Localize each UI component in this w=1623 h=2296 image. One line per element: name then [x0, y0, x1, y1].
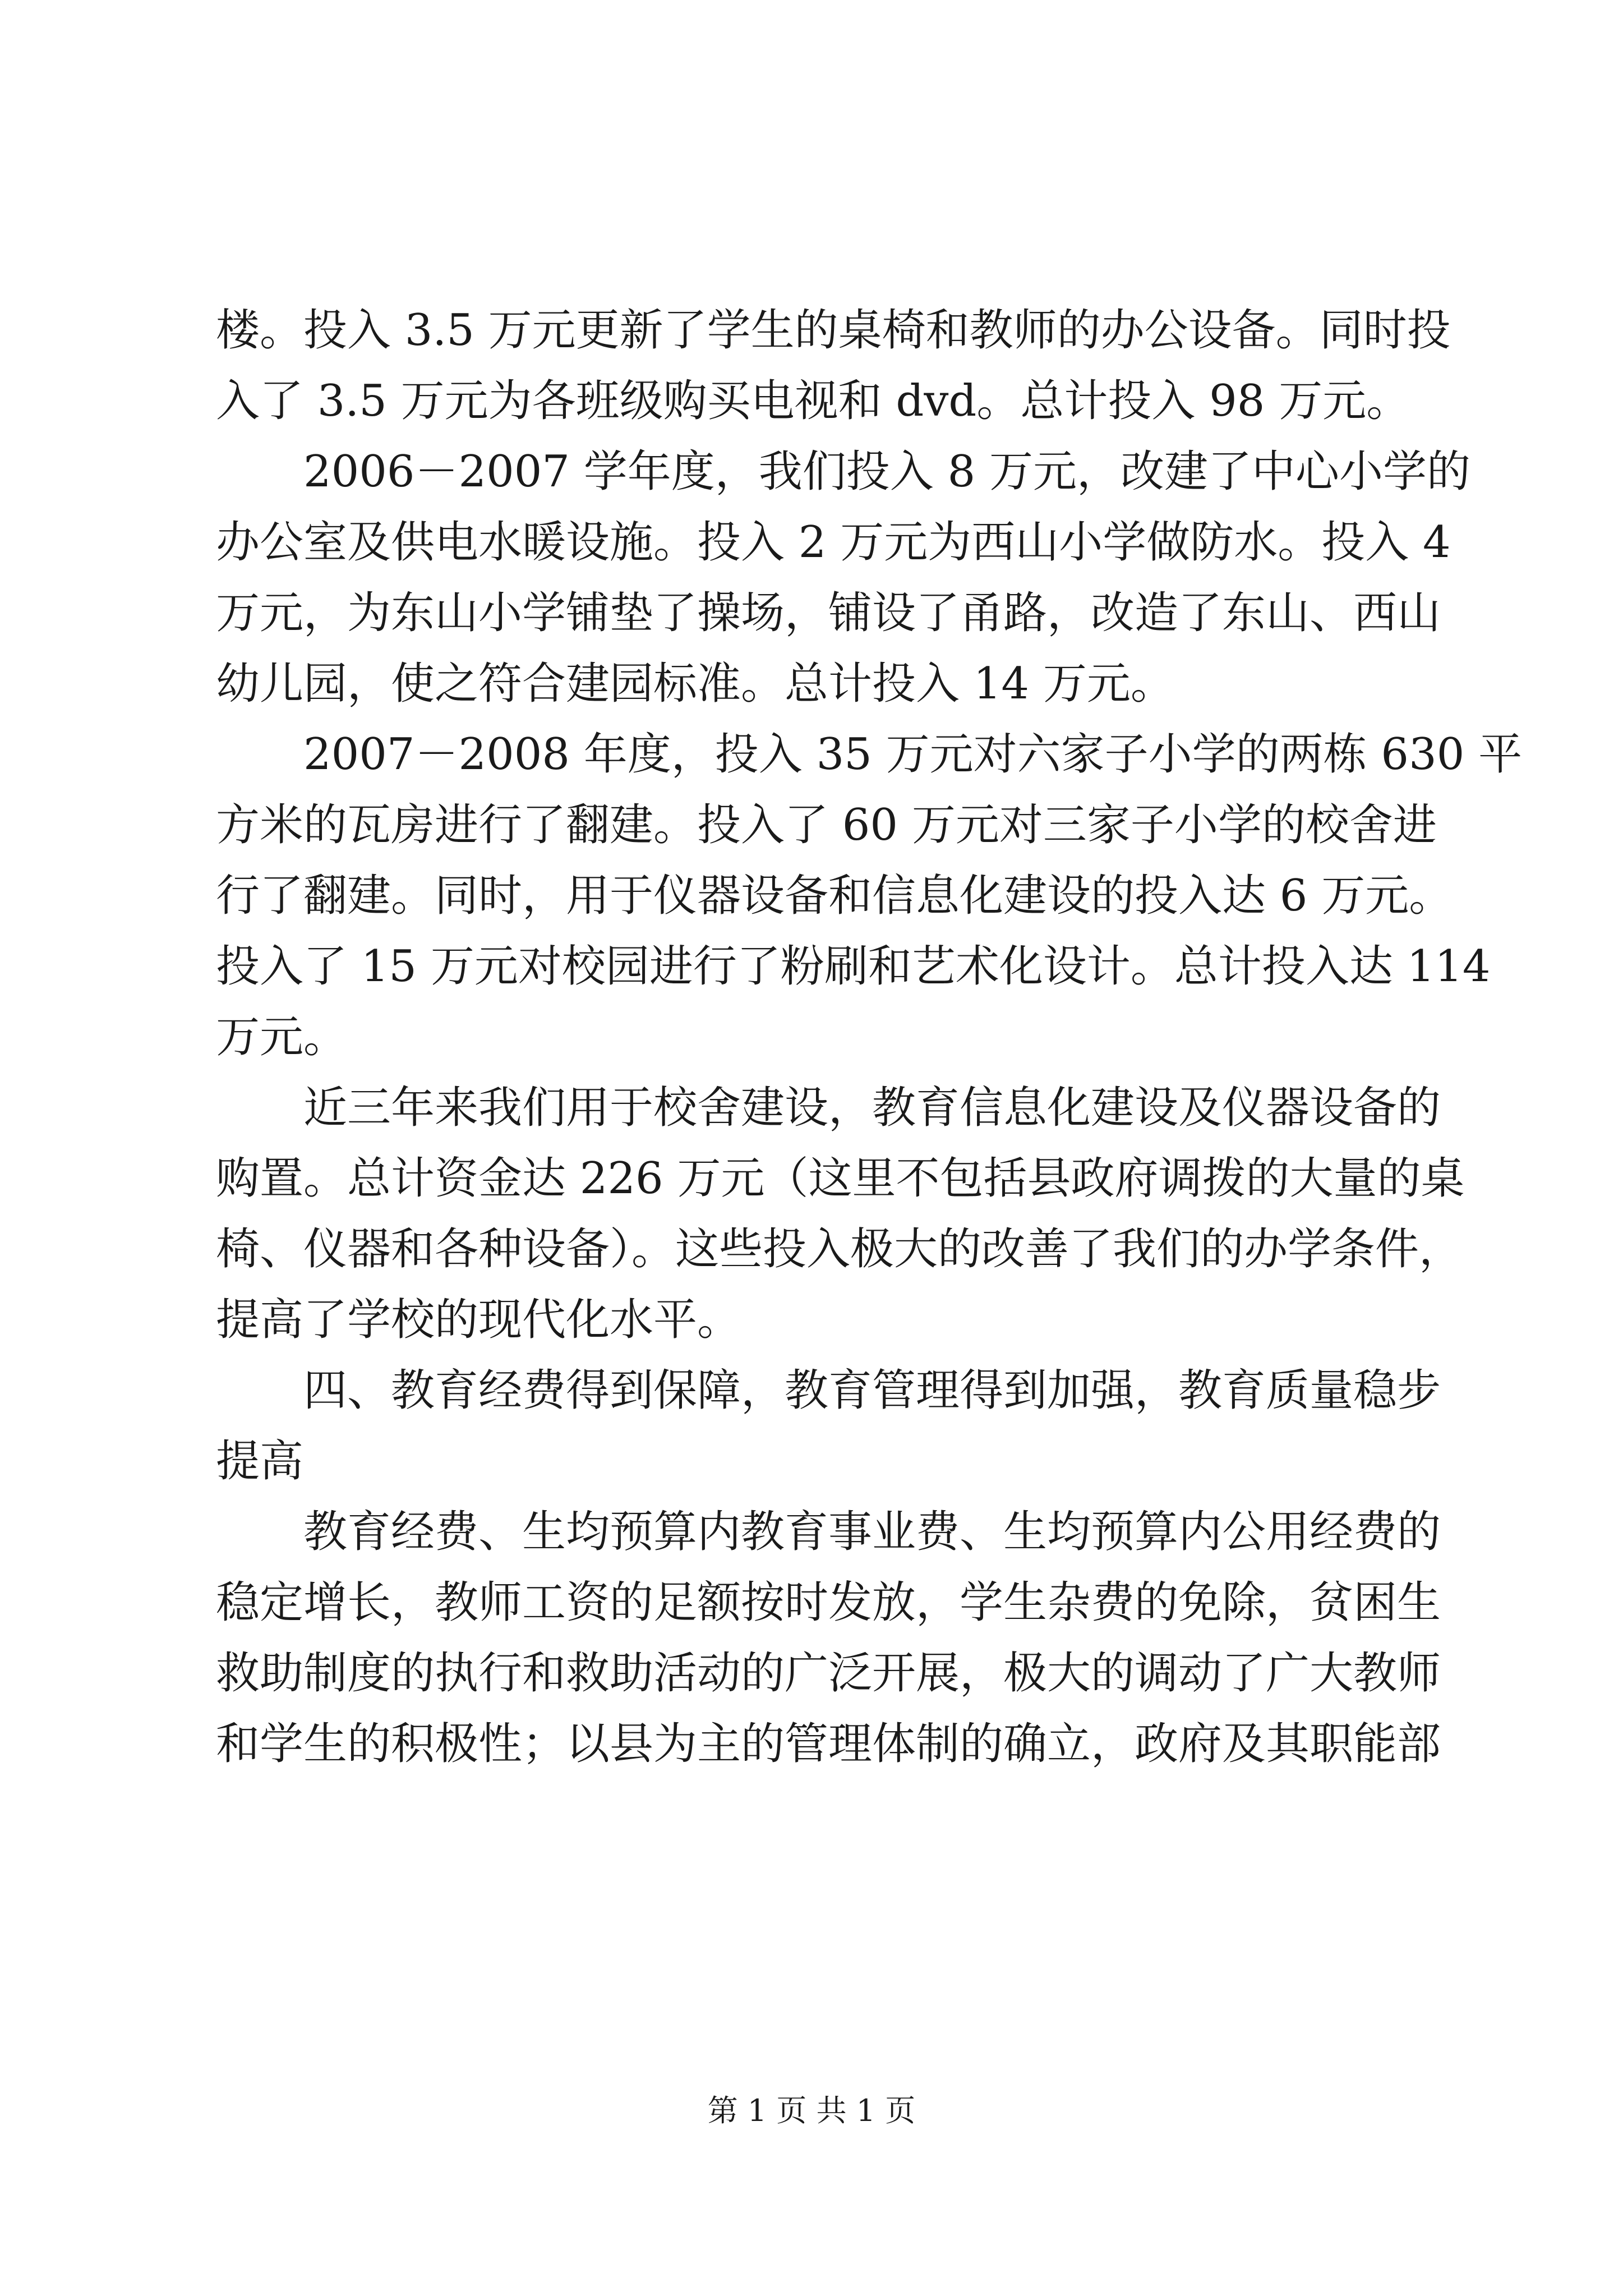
text-line: 2006－2007 学年度，我们投入 8 万元，改建了中心小学的 [303, 447, 1471, 497]
text-line: 提高了学校的现代化水平。 [216, 1295, 741, 1345]
text-line: 幼儿园，使之符合建园标准。总计投入 14 万元。 [216, 659, 1174, 709]
document-body [216, 295, 1523, 1779]
text-line: 入了 3.5 万元为各班级购买电视和 dvd。总计投入 98 万元。 [216, 376, 1410, 426]
text-line: 方米的瓦房进行了翻建。投入了 60 万元对三家子小学的校舍进 [216, 800, 1437, 850]
text-line: 稳定增长，教师工资的足额按时发放，学生杂费的免除，贫困生 [216, 1577, 1441, 1628]
page-number: 第 1 页 共 1 页 [707, 2093, 916, 2128]
text-line: 教育经费、生均预算内教育事业费、生均预算内公用经费的 [303, 1507, 1441, 1557]
text-line: 行了翻建。同时，用于仪器设备和信息化建设的投入达 6 万元。 [216, 871, 1453, 921]
text-line: 楼。投入 3.5 万元更新了学生的桌椅和教师的办公设备。同时投 [216, 305, 1451, 356]
text-line: 2007－2008 年度，投入 35 万元对六家子小学的两栋 630 平 [303, 729, 1523, 780]
text-line: 万元，为东山小学铺垫了操场，铺设了甬路，改造了东山、西山 [216, 588, 1441, 638]
text-line: 万元。 [216, 1012, 348, 1062]
text-line: 救助制度的执行和救助活动的广泛开展，极大的调动了广大教师 [216, 1648, 1441, 1699]
section-heading-line: 四、教育经费得到保障，教育管理得到加强，教育质量稳步 [303, 1365, 1441, 1416]
text-line: 办公室及供电水暖设施。投入 2 万元为西山小学做防水。投入 4 [216, 517, 1451, 568]
text-line: 近三年来我们用于校舍建设，教育信息化建设及仪器设备的 [303, 1083, 1441, 1133]
text-line: 购置。总计资金达 226 万元（这里不包括县政府调拨的大量的桌 [216, 1153, 1465, 1204]
text-line: 投入了 15 万元对校园进行了粉刷和艺术化设计。总计投入达 114 [216, 941, 1491, 992]
section-heading-line: 提高 [216, 1436, 304, 1487]
page-footer [0, 2091, 1623, 2131]
text-line: 椅、仪器和各种设备）。这些投入极大的改善了我们的办学条件， [216, 1224, 1463, 1274]
text-line: 和学生的积极性；以县为主的管理体制的确立，政府及其职能部 [216, 1719, 1441, 1769]
